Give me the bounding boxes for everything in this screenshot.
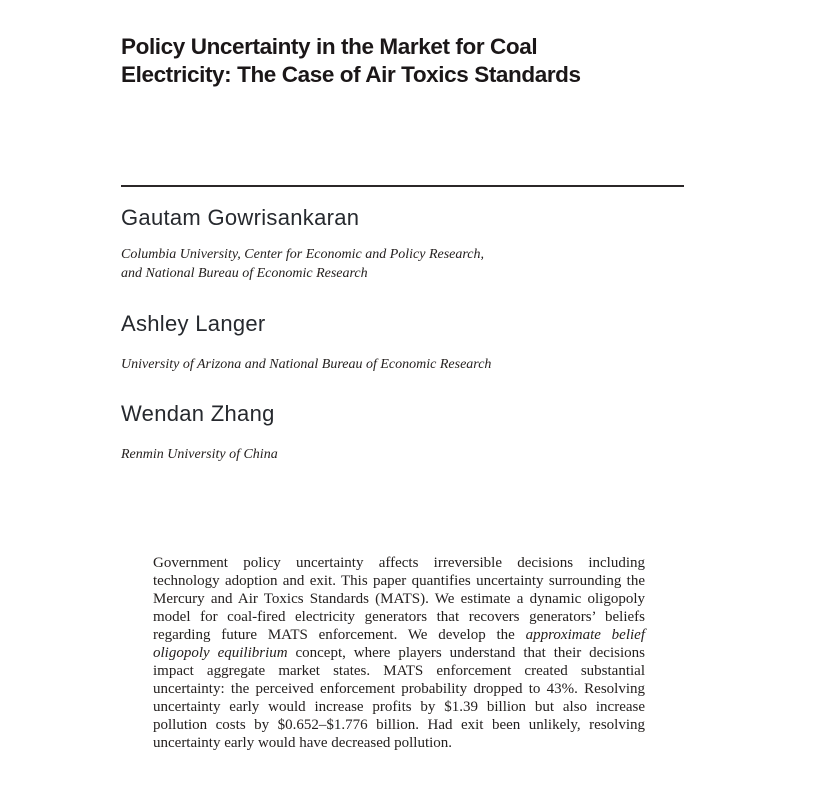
author-affiliation [121,355,684,374]
title-divider-rule [121,185,684,187]
author-block [121,311,684,374]
author-block [121,401,684,464]
content-column [121,0,684,752]
abstract-paragraph [153,554,645,752]
author-list [121,205,684,464]
author-name: Wendan Zhang [121,401,275,426]
paper-title-line2: Electricity: The Case of Air Toxics Standards [121,62,581,87]
author-name: Ashley Langer [121,311,266,336]
author-affiliation [121,445,684,464]
author-affiliation [121,245,684,283]
author-affiliation-line: Renmin University of China [121,447,278,462]
author-name: Gautam Gowrisankaran [121,205,360,230]
author-affiliation-line: Columbia University, Center for Economic and Policy Research, [121,247,485,262]
paper-title [121,33,684,89]
author-block [121,205,684,283]
abstract-text-tail: concept, where players understand that their decisions impact aggregate market states. MATS enforcement created substantial uncertainty: the perceived enforcement probability dropped to 43%. Resolving uncertainty early would increase profits by $1.39 billion but also increase pollution costs by $0.652–$1.776 billion. Had exit been unlikely, resolving uncertainty early would have decreased pollution. [153,645,645,751]
paper-title-line1: Policy Uncertainty in the Market for Coal [121,34,538,59]
abstract-emphasis-phrase: approximate belief oligopoly equilibrium [153,627,645,661]
author-affiliation-line: and National Bureau of Economic Research [121,266,368,281]
author-affiliation-line: University of Arizona and National Bureau of Economic Research [121,357,492,372]
abstract-text-lead: Government policy uncertainty affects irreversible decisions including technology adoption and exit. This paper quantifies uncertainty surrounding the Mercury and Air Toxics Standards (MATS). We estimate a dynamic oligopoly model for coal-fired electricity generators that recovers generators’ beliefs regarding future MATS enforcement. We develop the [153,555,645,643]
abstract [153,554,645,752]
